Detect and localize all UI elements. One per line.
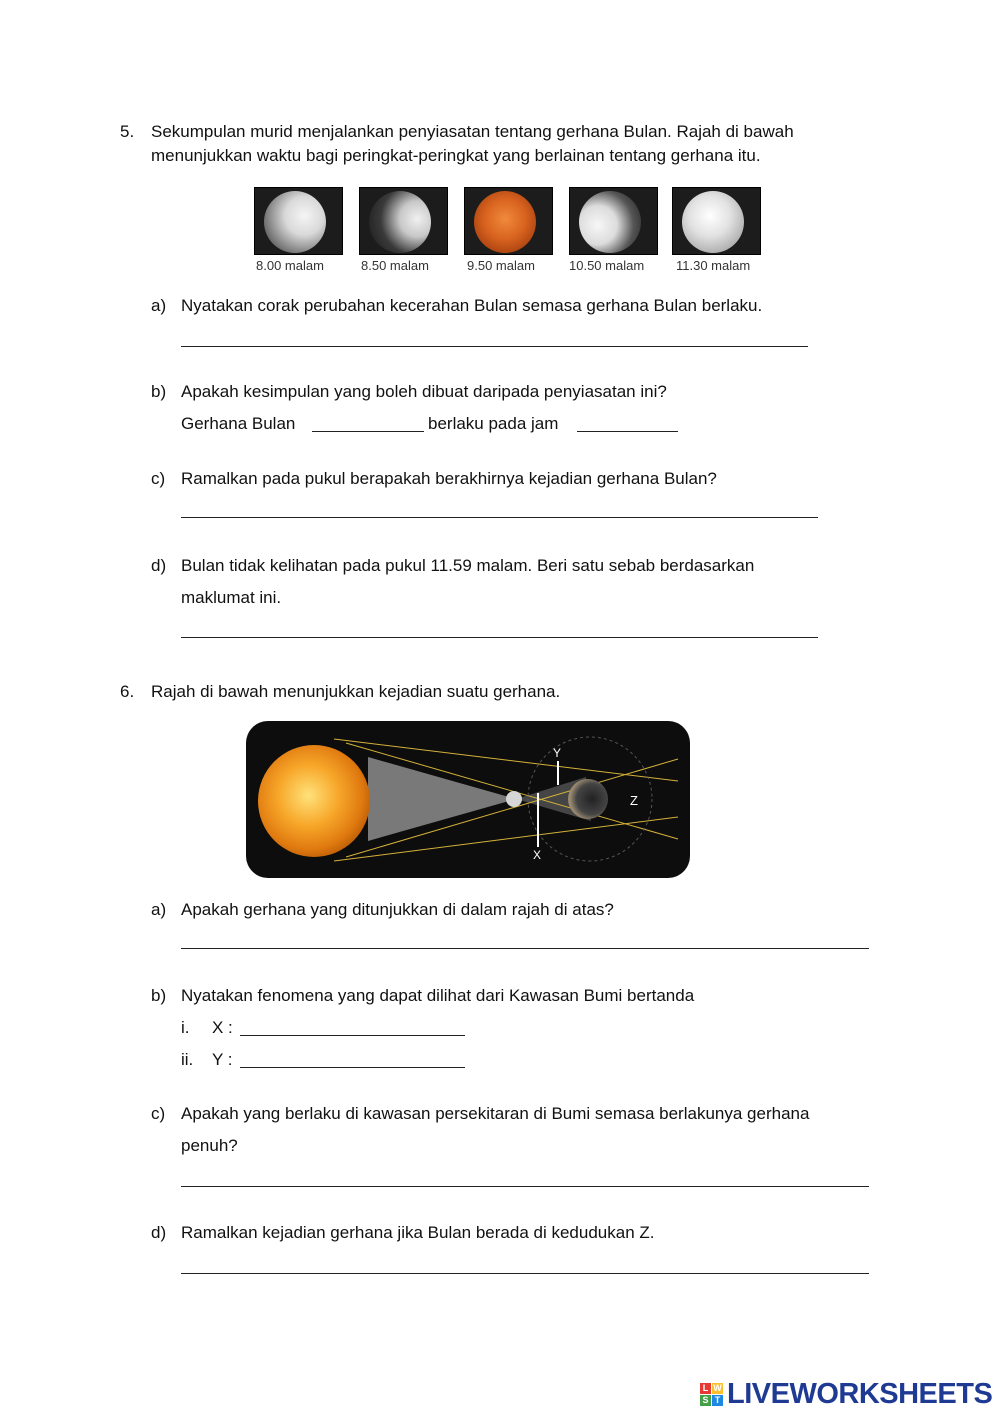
q6b-label: b) — [151, 986, 167, 1005]
moon-caption-4: 10.50 malam — [569, 258, 645, 273]
q6c-answer-line[interactable] — [181, 1186, 869, 1187]
q5c-text: Ramalkan pada pukul berapakah berakhirnya kejadian gerhana Bulan? — [181, 469, 717, 488]
moon-phase-image-1 — [254, 187, 343, 255]
label-y: Y — [553, 746, 562, 760]
logo-mark-icon — [700, 1383, 723, 1406]
q5b-blank-2[interactable] — [577, 431, 678, 432]
q5d-label: d) — [151, 556, 167, 575]
liveworksheets-logo[interactable] — [700, 1378, 992, 1410]
q5d-answer-line[interactable] — [181, 637, 818, 638]
moon-phase-image-2 — [359, 187, 448, 255]
q5d-text-line1: Bulan tidak kelihatan pada pukul 11.59 malam. Beri satu sebab berdasarkan — [181, 556, 755, 575]
q6d-answer-line[interactable] — [181, 1273, 869, 1274]
q6d-text: Ramalkan kejadian gerhana jika Bulan berada di kedudukan Z. — [181, 1223, 655, 1242]
q6-number: 6. — [120, 682, 135, 701]
q6-intro: Rajah di bawah menunjukkan kejadian suatu gerhana. — [151, 682, 561, 701]
label-z: Z — [630, 793, 638, 808]
logo-text: LIVEWORKSHEETS — [727, 1377, 993, 1410]
logo-letter-4: T — [712, 1395, 723, 1406]
moon-phase-image-4 — [569, 187, 658, 255]
q6b-blank-y[interactable] — [240, 1067, 465, 1068]
logo-letter-3: S — [700, 1395, 711, 1406]
moon-phase-image-5 — [672, 187, 761, 255]
label-x: X — [533, 848, 542, 862]
q5b-text: Apakah kesimpulan yang boleh dibuat daripada penyiasatan ini? — [181, 382, 667, 401]
q6a-answer-line[interactable] — [181, 948, 869, 949]
eclipse-diagram — [246, 721, 690, 878]
q6c-text-line2: penuh? — [181, 1136, 238, 1155]
q5b-label: b) — [151, 382, 167, 401]
q6c-text-line1: Apakah yang berlaku di kawasan persekitaran di Bumi semasa berlakunya gerhana — [181, 1104, 810, 1123]
logo-letter-1: L — [700, 1383, 711, 1394]
q6b-text: Nyatakan fenomena yang dapat dilihat dari Kawasan Bumi bertanda — [181, 986, 695, 1005]
q6a-text: Apakah gerhana yang ditunjukkan di dalam rajah di atas? — [181, 900, 614, 919]
logo-letter-2: W — [713, 1382, 722, 1393]
q5b-fill-part1: Gerhana Bulan — [181, 414, 296, 433]
q5d-text-line2: maklumat ini. — [181, 588, 282, 607]
q6b-item-i-num: i. — [181, 1018, 190, 1037]
moon-caption-3: 9.50 malam — [467, 258, 535, 273]
q6c-label: c) — [151, 1104, 166, 1123]
q6b-blank-x[interactable] — [240, 1035, 465, 1036]
q5c-label: c) — [151, 469, 166, 488]
moon-phase-image-3 — [464, 187, 553, 255]
moon — [506, 791, 522, 807]
q5-intro-line2: menunjukkan waktu bagi peringkat-peringkat yang berlainan tentang gerhana itu. — [151, 146, 761, 165]
q5b-blank-1[interactable] — [312, 431, 424, 432]
q5a-label: a) — [151, 296, 167, 315]
earth — [568, 779, 608, 819]
q6d-label: d) — [151, 1223, 167, 1242]
q5a-answer-line[interactable] — [181, 346, 808, 347]
q6a-label: a) — [151, 900, 167, 919]
moon-caption-1: 8.00 malam — [256, 258, 324, 273]
q6b-item-i-text: X : — [212, 1018, 233, 1037]
q5-number: 5. — [120, 122, 135, 141]
q5b-fill-part2: berlaku pada jam — [428, 414, 559, 433]
moon-caption-2: 8.50 malam — [361, 258, 429, 273]
sun — [258, 745, 370, 857]
moon-caption-5: 11.30 malam — [676, 258, 751, 273]
q5a-text: Nyatakan corak perubahan kecerahan Bulan semasa gerhana Bulan berlaku. — [181, 296, 763, 315]
q6b-item-ii-text: Y : — [212, 1050, 233, 1069]
q6b-item-ii-num: ii. — [181, 1050, 194, 1069]
q5c-answer-line[interactable] — [181, 517, 818, 518]
q5-intro-line1: Sekumpulan murid menjalankan penyiasatan tentang gerhana Bulan. Rajah di bawah — [151, 122, 794, 141]
